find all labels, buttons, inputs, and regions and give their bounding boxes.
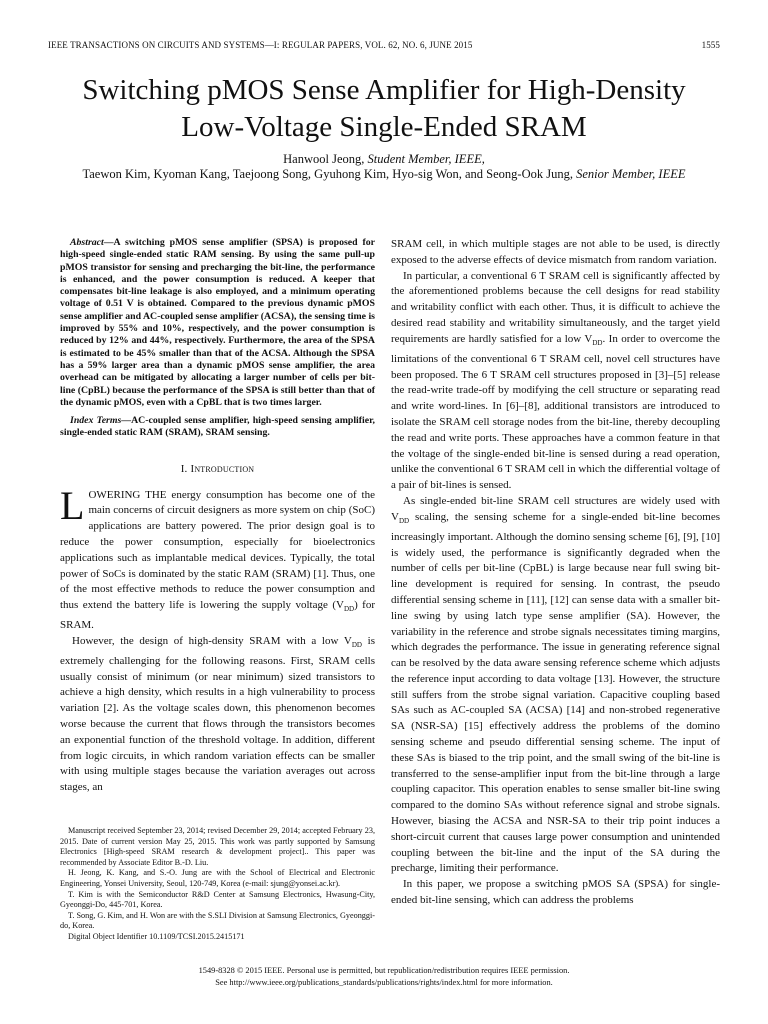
author-membership: Senior Member, IEEE <box>576 167 686 181</box>
right-column <box>391 237 720 909</box>
index-terms <box>60 415 375 440</box>
footnote: Digital Object Identifier 10.1109/TCSI.2015.2415171 <box>68 931 245 941</box>
paragraph-text: is extremely challenging for the following reasons. First, SRAM cells usually consist of minimum (or near minimum) sized transistors to achieve a high density, which results in a high vulnerability to process variation [2]. As the voltage scales down, this phenomenon becomes worse because the current that flows through the transistors becomes an exponential function of the threshold voltage. In addition, different from logic circuits, in which random variation effects can be smaller with using multiple stages because the variation averages out across stages, an <box>60 634 375 794</box>
title-line-2: Low-Voltage Single-Ended SRAM <box>181 111 587 143</box>
copyright-notice <box>0 965 768 988</box>
index-terms-label: Index Terms <box>70 415 122 427</box>
paragraph-text: In particular, a conventional 6 T SRAM cell is significantly affected by the aforementioned problems because the cell designs for read stability and writability conflict with each other. Thus, it is difficult to achieve the desired read stability and writability simultaneously, and the target yield requirements are hardly satisfied for a low V <box>391 269 720 345</box>
left-column <box>60 237 375 796</box>
paragraph: In this paper, we propose a switching pMOS SA (SPSA) for single-ended bit-line sensing, which can address the problems <box>391 878 720 907</box>
paper-title <box>0 72 768 146</box>
paragraph-text: As single-ended bit-line SRAM cell structures are widely used with V <box>391 494 720 523</box>
author-list <box>40 152 728 182</box>
paragraph <box>60 482 375 634</box>
page-number: 1555 <box>701 40 720 50</box>
subscript: DD <box>398 516 410 525</box>
paragraph-text: scaling, the sensing scheme for a single-ended bit-line becomes increasingly important. Although the domino sensing scheme [6], [9], [10] is widely used, the performance is significantly degraded when the number of cells per bit-line (CpBL) is large because near full swing bit-line development is required for sensing. In contrast, the pseudo differential sensing scheme in [11], [12] can sense data with a smaller bit-line swing by using latch type sense amplifier (SA). However, the variability in the reference and strobe signals necessitates timing margins, which degrades the performance. The issue in generating reference signal can be resolved by the data aware sensing reference scheme which adjusts the reference input according to data voltage [13]. However, the structure still suffers from the strobe signal variation. Capacitive coupling based SAs such as AC-coupled SA (ACSA) [14] and non-strobed regenerative SA (NSR-SA) [15] effectively address the problems of the domino sensing scheme and pseudo differential sensing scheme. The input of these SAs is biased to the trip point, and the small swing of the bit-line is transferred to the sense-amplifier input from the bit-line through a large coupling capacitor. This operation enables to sense smaller bit-line swing compared to the domino SAs without reference signal and strobe signals. However, biasing the ACSA and NSR-SA to their trip point induces a short-circuit current that causes large power consumption and unintended coupling between the bit-line and the input of the SA during the precharge, limiting their performance. <box>391 510 720 875</box>
author-membership: Student Member, IEEE, <box>367 152 485 166</box>
footnote: T. Kim is with the Semiconductor R&D Center at Samsung Electronics, Hwasung-City, Gyeonggi-Do, 445-701, Korea. <box>60 889 375 910</box>
paragraph <box>60 634 375 796</box>
title-line-1: Switching pMOS Sense Amplifier for High-Density <box>82 74 686 106</box>
rights-link[interactable]: See http://www.ieee.org/publications_standards/publications/rights/index.html for more information. <box>215 977 553 987</box>
copyright-line: 1549-8328 © 2015 IEEE. Personal use is permitted, but republication/redistribution requires IEEE permission. <box>198 966 570 975</box>
footnote: T. Song, G. Kim, and H. Won are with the S.SLI Division at Samsung Electronics, Gyeonggi-do, Korea. <box>60 910 375 931</box>
subscript: DD <box>592 338 603 347</box>
paragraph-text: ) for SRAM. <box>60 599 375 632</box>
author-line-1 <box>40 152 728 167</box>
paragraph <box>391 269 720 494</box>
abstract-label: Abstract <box>70 237 104 248</box>
section-heading <box>60 462 375 478</box>
author-name: Hanwool Jeong, <box>283 152 368 166</box>
paragraph-text: OWERING THE energy consumption has become one of the main concerns of circuit designers as more system on chip (SoC) applications are battery powered. The prior design goal is to reduce the power consumption, especially for bioelectronics applications such as implantable medical devices. Typically, the total power of SoCs is dominated by the static RAM (SRAM) [1]. Thus, one of the most effective methods to reduce the power consumption and thus extend the battery life is lowering the supply voltage (V <box>60 488 375 612</box>
subscript: DD <box>351 641 362 650</box>
paragraph: SRAM cell, in which multiple stages are not able to be used, is directly exposed to the adverse effects of device mismatch from random variation. <box>391 238 720 266</box>
section-title: Introduction <box>190 462 255 475</box>
abstract <box>60 237 375 409</box>
section-numeral: I. <box>180 462 191 475</box>
footnotes <box>60 826 375 943</box>
journal-name: IEEE TRANSACTIONS ON CIRCUITS AND SYSTEMS—I: REGULAR PAPERS, VOL. 62, NO. 6, JUNE 2015 <box>48 40 473 50</box>
paragraph <box>391 494 720 877</box>
paragraph-text: . In order to overcome the limitations of the conventional 6 T SRAM cell, novel cell structures have been proposed. The 6 T SRAM cell structures proposed in [3]–[5] release the read-write trade-off by modifying the cell structure or separating read and write word-lines. In [6]–[8], additional transistors are introduced to isolate the SRAM cell storage nodes from the bit-line, thereby decoupling the read and write ports. These approaches have a common feature in that the voltage of the single-ended bit-line is sensed during a read operation, unlike the conventional 6 T SRAM cell in which the differential voltage of a pair of bit-lines is sensed. <box>391 332 720 492</box>
author-names: Taewon Kim, Kyoman Kang, Taejoong Song, Gyuhong Kim, Hyo-sig Won, and Seong-Ook Jung, <box>82 167 577 181</box>
author-line-2 <box>40 167 728 182</box>
paragraph-text: However, the design of high-density SRAM with a low V <box>72 634 352 647</box>
abstract-text: —A switching pMOS sense amplifier (SPSA) is proposed for high-speed single-ended static RAM sensing. By using the same pull-up pMOS transistor for sensing and precharging the bit-line, the performance is enhanced, and the power consumption is reduced. A keeper that compensates bit-line leakage is also employed, and a minimum operating voltage of 0.51 V is obtained. Compared to the previous dynamic pMOS sense amplifier and AC-coupled sense amplifier (ACSA), the sensing time is improved by 55% and 10%, respectively, and the power consumption is reduced by 12% and 44%, respectively. Furthermore, the area of the SPSA is estimated to be 45% smaller than that of the ACSA. Although the SPSA has a 59% larger area than a dynamic pMOS sense amplifier, the area overhead can be mitigated by allocating a larger number of cells per bit-line (CpBL) because the performance of the SPSA is still better than that of the dynamic pMOS, even with a CpBL that is two times larger. <box>60 237 375 408</box>
subscript: DD <box>343 605 355 614</box>
index-terms-text: —AC-coupled sense amplifier, high-speed sensing amplifier, single-ended static RAM (SRAM), SRAM sensing. <box>60 415 375 439</box>
drop-cap: L <box>60 482 85 528</box>
footnote: H. Jeong, K. Kang, and S.-O. Jung are with the School of Electrical and Electronic Engineering, Yonsei University, Seoul, 120-749, Korea (e-mail: sjung@yonsei.ac.kr). <box>60 868 375 888</box>
footnote: Manuscript received September 23, 2014; revised December 29, 2014; accepted February 23, 2015. Date of current version May 25, 2015. This work was partly supported by Samsung Electronics [High-speed SRAM research & development project].. This paper was recommended by Associate Editor B.-D. Liu. <box>60 826 375 867</box>
